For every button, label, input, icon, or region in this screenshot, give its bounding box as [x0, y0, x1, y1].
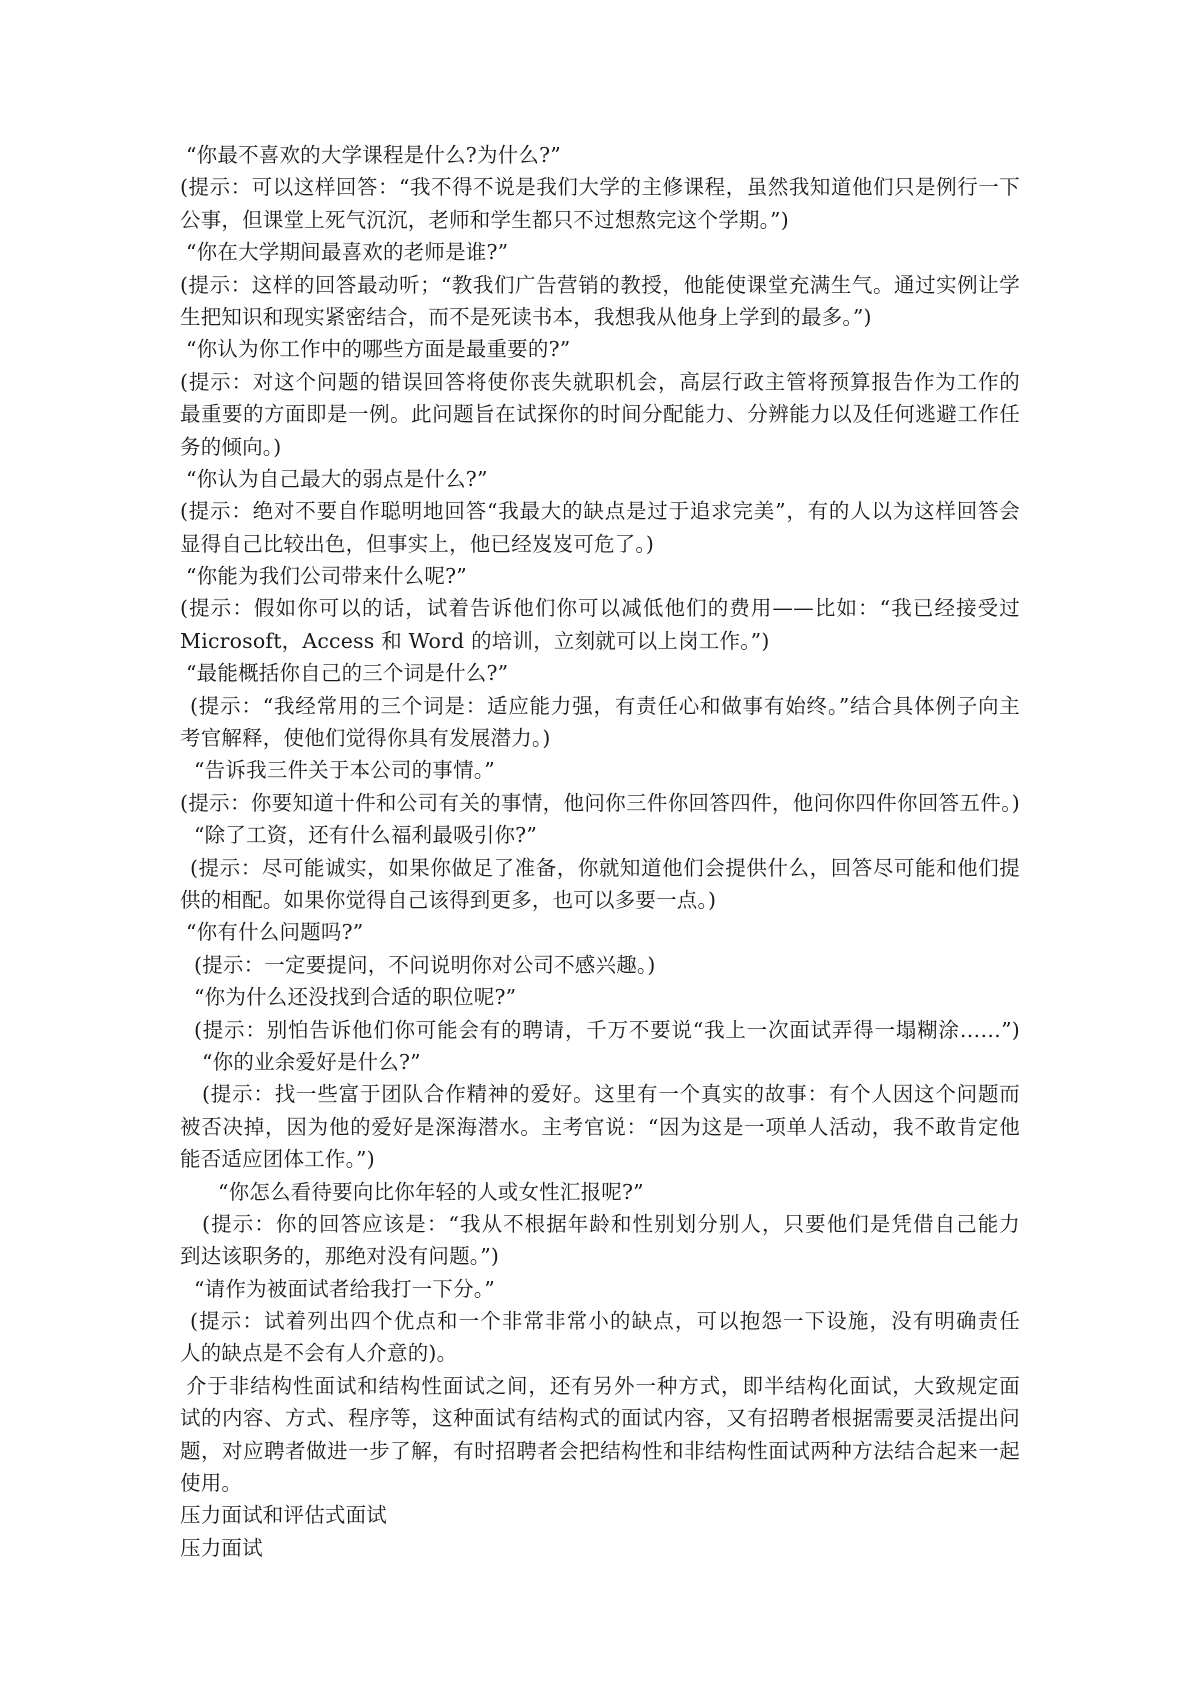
hint-line: 公事，但课堂上死气沉沉，老师和学生都只不过想熬完这个学期。”) — [180, 207, 789, 232]
hint-line: (提示：你的回答应该是：“我从不根据年龄和性别划分别人，只要他们是凭借自己能力 — [202, 1211, 1020, 1236]
hint-line: (提示：尽可能诚实，如果你做足了准备，你就知道他们会提供什么，回答尽可能和他们提 — [190, 855, 1020, 880]
hint-line: (提示：假如你可以的话，试着告诉他们你可以减低他们的费用——比如：“我已经接受过 — [180, 596, 1020, 621]
question-line: “你认为你工作中的哪些方面是最重要的?” — [186, 337, 571, 362]
hint-line: 能否适应团体工作。”) — [180, 1147, 375, 1172]
paragraph-line: 介于非结构性面试和结构性面试之间，还有另外一种方式，即半结构化面试，大致规定面 — [186, 1373, 1020, 1398]
subsection-heading: 压力面试 — [180, 1535, 263, 1560]
hint-line: Microsoft，Access 和 Word 的培训，立刻就可以上岗工作。”) — [180, 628, 770, 653]
question-line: “除了工资，还有什么福利最吸引你?” — [194, 823, 538, 848]
paragraph-line: 使用。 — [180, 1471, 243, 1496]
question-line: “你在大学期间最喜欢的老师是谁?” — [186, 240, 509, 265]
paragraph-line: 试的内容、方式、程序等，这种面试有结构式的面试内容，又有招聘者根据需要灵活提出问 — [180, 1406, 1020, 1431]
question-line: “你为什么还没找到合适的职位呢?” — [194, 985, 517, 1010]
hint-line: 供的相配。如果你觉得自己该得到更多，也可以多要一点。) — [180, 887, 717, 912]
hint-line: 生把知识和现实紧密结合，而不是死读书本，我想我从他身上学到的最多。”) — [180, 304, 872, 329]
question-line: “你最不喜欢的大学课程是什么?为什么?” — [186, 143, 561, 167]
hint-line: 最重要的方面即是一例。此问题旨在试探你的时间分配能力、分辨能力以及任何逃避工作任 — [180, 402, 1020, 427]
hint-line: (提示：对这个问题的错误回答将使你丧失就职机会，高层行政主管将预算报告作为工作的 — [180, 369, 1020, 394]
hint-line: (提示：可以这样回答：“我不得不说是我们大学的主修课程，虽然我知道他们只是例行一下 — [180, 175, 1020, 200]
paragraph-line: 题，对应聘者做进一步了解，有时招聘者会把结构性和非结构性面试两种方法结合起来一起 — [180, 1438, 1020, 1463]
section-heading: 压力面试和评估式面试 — [180, 1503, 387, 1528]
question-line: “请作为被面试者给我打一下分。” — [194, 1276, 495, 1301]
hint-line: 考官解释，使他们觉得你具有发展潜力。) — [180, 726, 551, 751]
hint-line: 到达该职务的，那绝对没有问题。”) — [180, 1244, 500, 1269]
hint-line: (提示：一定要提问，不问说明你对公司不感兴趣。) — [194, 952, 656, 977]
hint-line: (提示：“我经常用的三个词是：适应能力强，有责任心和做事有始终。”结合具体例子向主 — [190, 693, 1020, 718]
hint-line: (提示：试着列出四个优点和一个非常非常小的缺点，可以抱怨一下设施，没有明确责任 — [190, 1309, 1020, 1334]
hint-line: (提示：这样的回答最动听；“教我们广告营销的教授，他能使课堂充满生气。通过实例让学 — [180, 272, 1020, 297]
question-line: “最能概括你自己的三个词是什么?” — [186, 661, 509, 686]
hint-line: 务的倾向。) — [180, 434, 282, 459]
question-line: “你认为自己最大的弱点是什么?” — [186, 466, 488, 491]
hint-line: 显得自己比较出色，但事实上，他已经岌岌可危了。) — [180, 531, 655, 556]
hint-line: (提示：你要知道十件和公司有关的事情，他问你三件你回答四件，他问你四件你回答五件。) — [180, 790, 1020, 815]
question-line: “你怎么看待要向比你年轻的人或女性汇报呢?” — [218, 1179, 644, 1204]
hint-line: (提示：找一些富于团队合作精神的爱好。这里有一个真实的故事：有个人因这个问题而 — [202, 1082, 1020, 1107]
hint-line: 人的缺点是不会有人介意的)。 — [180, 1341, 458, 1366]
document-body — [180, 139, 1020, 1564]
hint-line: 被否决掉，因为他的爱好是深海潜水。主考官说：“因为这是一项单人活动，我不敢肯定他 — [180, 1114, 1020, 1139]
question-line: “告诉我三件关于本公司的事情。” — [194, 758, 495, 783]
question-line: “你能为我们公司带来什么呢?” — [186, 564, 467, 589]
question-line: “你的业余爱好是什么?” — [202, 1049, 421, 1074]
hint-line: (提示：别怕告诉他们你可能会有的聘请，千万不要说“我上一次面试弄得一塌糊涂……”) — [194, 1017, 1020, 1042]
question-line: “你有什么问题吗?” — [186, 920, 364, 945]
hint-line: (提示：绝对不要自作聪明地回答“我最大的缺点是过于追求完美”，有的人以为这样回答会 — [180, 499, 1020, 524]
